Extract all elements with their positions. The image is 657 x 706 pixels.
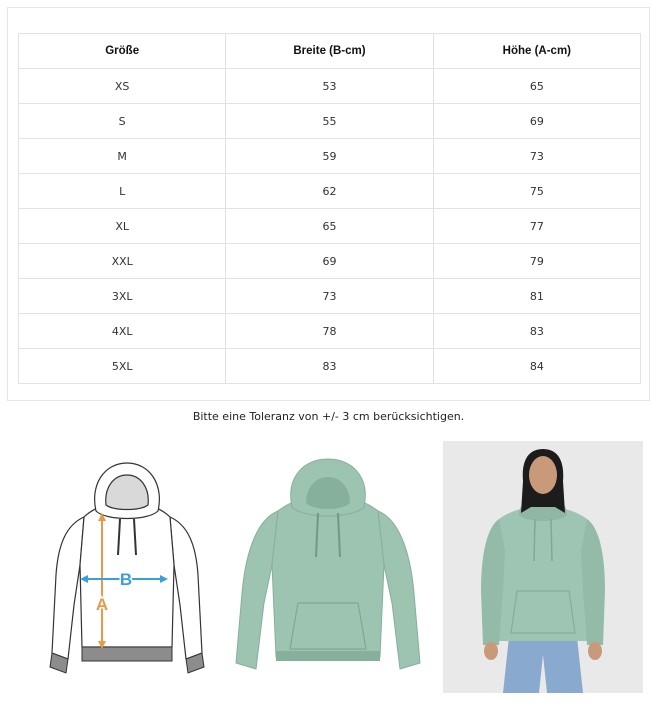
- size-table: [18, 33, 641, 384]
- cell-width: 73: [226, 279, 433, 314]
- diagram-hem-rib: [82, 647, 172, 661]
- product-right-sleeve: [378, 511, 420, 669]
- diagram-label-a: A: [95, 595, 109, 614]
- table-row: [19, 349, 641, 384]
- cell-size: S: [19, 104, 226, 139]
- cell-width: 69: [226, 244, 433, 279]
- model-left-hand: [484, 642, 498, 660]
- table-row: [19, 139, 641, 174]
- model-drawstring-left: [534, 519, 535, 561]
- model-right-hand: [588, 642, 602, 660]
- model-svg: [443, 441, 643, 693]
- header-width: Breite (B-cm): [226, 34, 433, 69]
- diagram-label-b: B: [119, 570, 133, 589]
- cell-width: 53: [226, 69, 433, 104]
- cell-height: 75: [433, 174, 640, 209]
- cell-width: 65: [226, 209, 433, 244]
- cell-width: 62: [226, 174, 433, 209]
- diagram-right-sleeve: [170, 517, 202, 659]
- table-row: [19, 174, 641, 209]
- product-hem: [276, 651, 380, 661]
- cell-size: XXL: [19, 244, 226, 279]
- diagram-left-sleeve: [52, 517, 84, 659]
- cell-width: 83: [226, 349, 433, 384]
- table-row: [19, 279, 641, 314]
- cell-height: 73: [433, 139, 640, 174]
- size-chart-panel: [7, 7, 650, 401]
- cell-size: XL: [19, 209, 226, 244]
- cell-height: 84: [433, 349, 640, 384]
- cell-width: 55: [226, 104, 433, 139]
- header-height: Höhe (A-cm): [433, 34, 640, 69]
- hoodie-product-image: [228, 453, 428, 688]
- cell-height: 77: [433, 209, 640, 244]
- header-size: Größe: [19, 34, 226, 69]
- cell-size: XS: [19, 69, 226, 104]
- cell-height: 79: [433, 244, 640, 279]
- cell-height: 69: [433, 104, 640, 139]
- cell-size: 3XL: [19, 279, 226, 314]
- table-row: [19, 244, 641, 279]
- cell-size: 5XL: [19, 349, 226, 384]
- cell-height: 81: [433, 279, 640, 314]
- product-body: [272, 497, 384, 657]
- table-header-row: [19, 34, 641, 69]
- model-face: [529, 456, 557, 494]
- table-row: [19, 104, 641, 139]
- hoodie-measurement-diagram: [44, 455, 214, 685]
- table-row: [19, 69, 641, 104]
- model-photo: [443, 441, 643, 693]
- table-row: [19, 209, 641, 244]
- cell-width: 78: [226, 314, 433, 349]
- cell-height: 65: [433, 69, 640, 104]
- product-left-sleeve: [236, 511, 278, 669]
- cell-height: 83: [433, 314, 640, 349]
- size-table-body: [19, 69, 641, 384]
- cell-size: 4XL: [19, 314, 226, 349]
- model-drawstring-right: [551, 519, 552, 561]
- table-row: [19, 314, 641, 349]
- cell-width: 59: [226, 139, 433, 174]
- product-svg: [228, 453, 428, 688]
- hoodie-diagram-svg: [44, 455, 214, 685]
- model-hoodie-body: [493, 507, 593, 641]
- cell-size: L: [19, 174, 226, 209]
- tolerance-note: Bitte eine Toleranz von +/- 3 cm berücksichtigen.: [192, 410, 465, 423]
- cell-size: M: [19, 139, 226, 174]
